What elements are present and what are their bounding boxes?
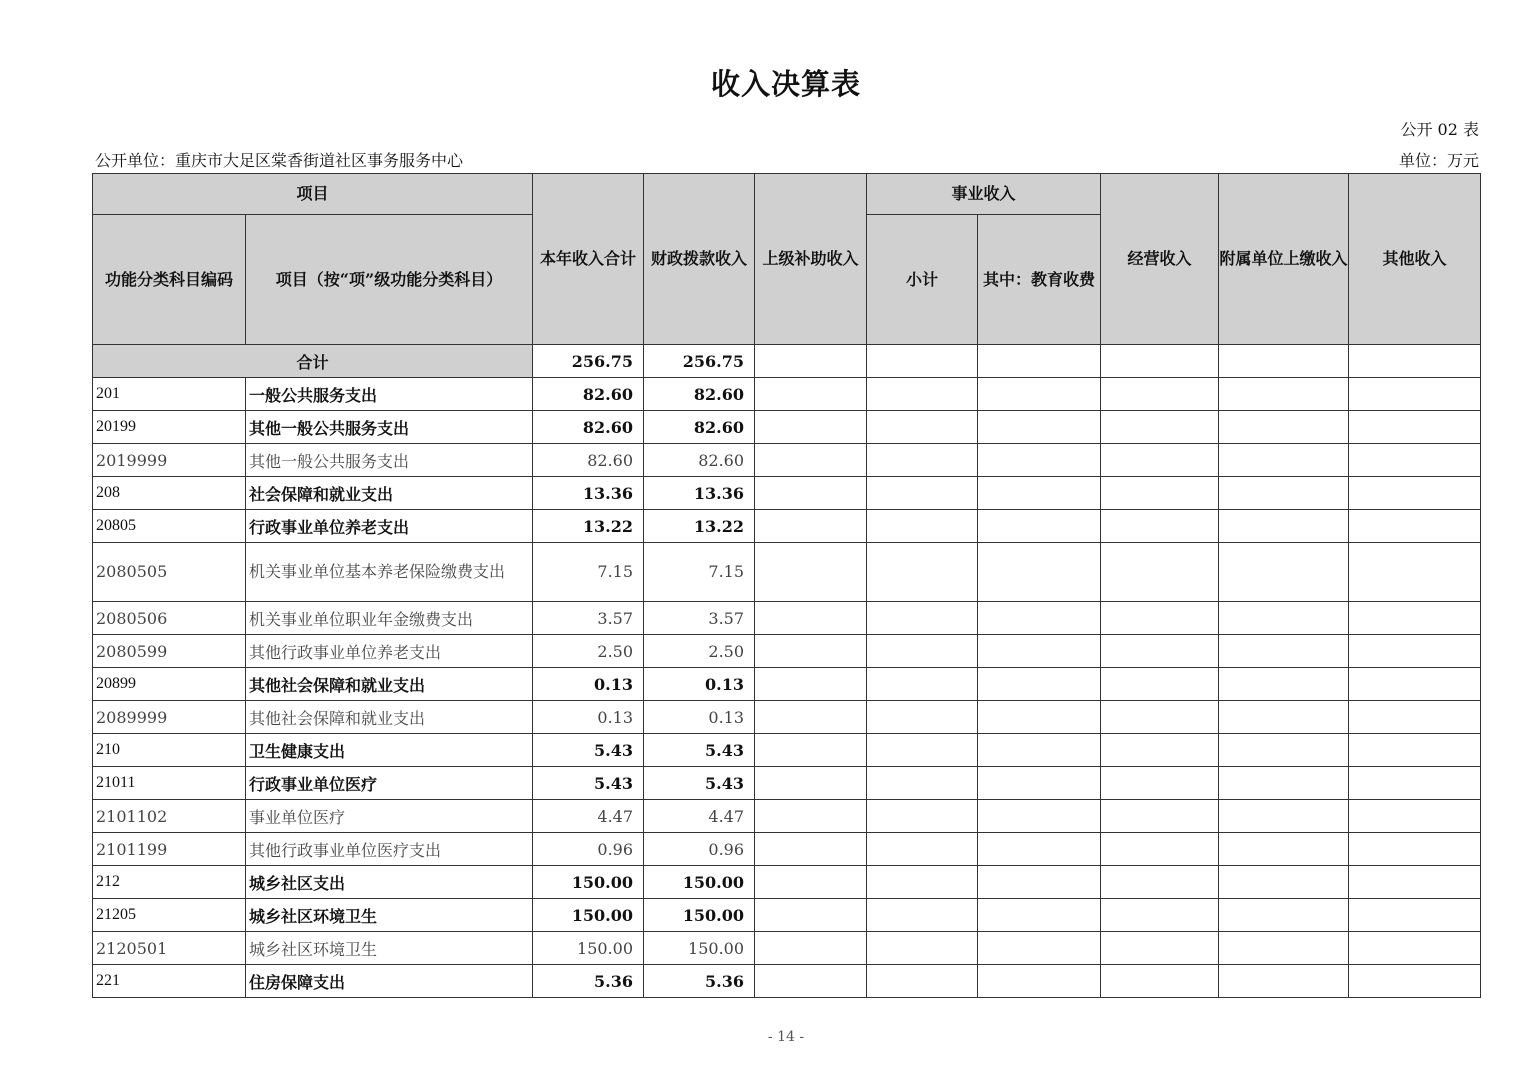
table-row: [93, 701, 1481, 734]
row-name: 社会保障和就业支出: [246, 477, 533, 510]
empty-cell: [755, 932, 867, 965]
empty-cell: [1349, 833, 1481, 866]
empty-cell: [867, 477, 978, 510]
header-business: 事业收入: [867, 174, 1101, 215]
empty-cell: [978, 602, 1101, 635]
row-code: 210: [93, 734, 246, 767]
row-name: 卫生健康支出: [246, 734, 533, 767]
row-total: 0.96: [533, 833, 644, 866]
row-name: 其他一般公共服务支出: [246, 411, 533, 444]
row-fiscal: 150.00: [644, 866, 755, 899]
row-name: 机关事业单位基本养老保险缴费支出: [246, 543, 533, 602]
row-total: 5.43: [533, 734, 644, 767]
empty-cell: [755, 635, 867, 668]
row-total: 0.13: [533, 701, 644, 734]
empty-cell: [1349, 635, 1481, 668]
table-row: [93, 767, 1481, 800]
empty-cell: [978, 833, 1101, 866]
empty-cell: [755, 701, 867, 734]
empty-cell: [978, 510, 1101, 543]
total-label: 合计: [93, 345, 533, 378]
row-name: 城乡社区环境卫生: [246, 932, 533, 965]
row-code: 201: [93, 378, 246, 411]
empty-cell: [867, 602, 978, 635]
table-row: [93, 800, 1481, 833]
empty-cell: [755, 899, 867, 932]
total-sum: 256.75: [533, 345, 644, 378]
row-code: 208: [93, 477, 246, 510]
empty-cell: [1349, 510, 1481, 543]
empty-cell: [1101, 411, 1219, 444]
empty-cell: [755, 411, 867, 444]
row-code: 2080506: [93, 602, 246, 635]
empty-cell: [755, 800, 867, 833]
income-table: [92, 173, 1481, 998]
row-fiscal: 82.60: [644, 444, 755, 477]
row-total: 2.50: [533, 635, 644, 668]
empty-cell: [867, 510, 978, 543]
row-code: 21205: [93, 899, 246, 932]
empty-cell: [867, 543, 978, 602]
row-name: 其他一般公共服务支出: [246, 444, 533, 477]
table-row: [93, 965, 1481, 998]
empty-cell: [1349, 767, 1481, 800]
row-name: 其他行政事业单位医疗支出: [246, 833, 533, 866]
row-name: 行政事业单位医疗: [246, 767, 533, 800]
empty-cell: [1219, 378, 1349, 411]
empty-cell: [755, 477, 867, 510]
empty-cell: [978, 866, 1101, 899]
empty-cell: [1101, 701, 1219, 734]
table-row: [93, 866, 1481, 899]
empty-cell: [1349, 378, 1481, 411]
header-subsidy: 上级补助收入: [755, 174, 867, 345]
row-fiscal: 0.13: [644, 701, 755, 734]
empty-cell: [1219, 833, 1349, 866]
empty-cell: [1101, 378, 1219, 411]
empty-cell: [1219, 602, 1349, 635]
row-fiscal: 7.15: [644, 543, 755, 602]
row-name: 住房保障支出: [246, 965, 533, 998]
row-fiscal: 5.43: [644, 734, 755, 767]
empty-cell: [1101, 800, 1219, 833]
row-fiscal: 2.50: [644, 635, 755, 668]
table-row: [93, 411, 1481, 444]
empty-cell: [1219, 668, 1349, 701]
row-code: 2080505: [93, 543, 246, 602]
row-total: 150.00: [533, 932, 644, 965]
table-row: [93, 932, 1481, 965]
row-total: 82.60: [533, 378, 644, 411]
empty-cell: [1349, 899, 1481, 932]
row-total: 5.36: [533, 965, 644, 998]
empty-cell: [1349, 800, 1481, 833]
header-name: 项目（按“项”级功能分类科目）: [246, 215, 533, 345]
empty-cell: [867, 378, 978, 411]
row-total: 13.22: [533, 510, 644, 543]
empty-cell: [755, 833, 867, 866]
page-title: 收入决算表: [710, 67, 861, 101]
empty-cell: [867, 668, 978, 701]
empty-cell: [1101, 833, 1219, 866]
row-name: 城乡社区支出: [246, 866, 533, 899]
row-total: 150.00: [533, 866, 644, 899]
empty-cell: [867, 635, 978, 668]
empty-cell: [867, 800, 978, 833]
empty-cell: [1219, 543, 1349, 602]
empty-cell: [1349, 932, 1481, 965]
row-code: 2120501: [93, 932, 246, 965]
row-total: 13.36: [533, 477, 644, 510]
table-row: [93, 602, 1481, 635]
row-fiscal: 13.22: [644, 510, 755, 543]
empty-cell: [1219, 866, 1349, 899]
form-number: 公开 02 表: [1400, 120, 1479, 139]
row-fiscal: 4.47: [644, 800, 755, 833]
empty-cell: [755, 444, 867, 477]
row-name: 其他行政事业单位养老支出: [246, 635, 533, 668]
empty-cell: [867, 444, 978, 477]
row-total: 0.13: [533, 668, 644, 701]
empty-cell: [867, 965, 978, 998]
row-code: 20199: [93, 411, 246, 444]
row-fiscal: 5.36: [644, 965, 755, 998]
empty-cell: [755, 866, 867, 899]
row-total: 82.60: [533, 444, 644, 477]
table-row: [93, 899, 1481, 932]
empty-cell: [978, 635, 1101, 668]
row-total: 150.00: [533, 899, 644, 932]
empty-cell: [755, 734, 867, 767]
empty-cell: [755, 543, 867, 602]
empty-cell: [1219, 932, 1349, 965]
empty-cell: [867, 833, 978, 866]
table-row: [93, 543, 1481, 602]
table-row: [93, 635, 1481, 668]
row-total: 4.47: [533, 800, 644, 833]
empty-cell: [978, 444, 1101, 477]
empty-cell: [1349, 543, 1481, 602]
empty-cell: [978, 477, 1101, 510]
empty-cell: [1219, 635, 1349, 668]
empty-cell: [978, 767, 1101, 800]
row-fiscal: 0.13: [644, 668, 755, 701]
empty-cell: [978, 378, 1101, 411]
empty-cell: [1101, 932, 1219, 965]
empty-cell: [1219, 899, 1349, 932]
empty-cell: [1219, 800, 1349, 833]
empty-cell: [1349, 866, 1481, 899]
table-row: [93, 444, 1481, 477]
empty-cell: [1101, 767, 1219, 800]
empty-cell: [867, 734, 978, 767]
row-code: 20805: [93, 510, 246, 543]
table-row: [93, 378, 1481, 411]
empty-cell: [1219, 444, 1349, 477]
empty-cell: [978, 543, 1101, 602]
total-fiscal: 256.75: [644, 345, 755, 378]
empty-cell: [1101, 444, 1219, 477]
table-row: [93, 668, 1481, 701]
empty-cell: [1101, 602, 1219, 635]
empty-cell: [1349, 444, 1481, 477]
empty-cell: [755, 767, 867, 800]
empty-cell: [1101, 965, 1219, 998]
row-total: 5.43: [533, 767, 644, 800]
empty-cell: [755, 378, 867, 411]
empty-cell: [978, 668, 1101, 701]
empty-cell: [1101, 734, 1219, 767]
empty-cell: [1219, 510, 1349, 543]
header-education: 其中：教育收费: [978, 215, 1101, 345]
empty-cell: [1349, 411, 1481, 444]
empty-cell: [1101, 477, 1219, 510]
empty-cell: [1101, 635, 1219, 668]
row-code: 2089999: [93, 701, 246, 734]
row-code: 2101199: [93, 833, 246, 866]
empty-cell: [1101, 899, 1219, 932]
empty-cell: [867, 899, 978, 932]
empty-cell: [1219, 734, 1349, 767]
empty-cell: [1219, 411, 1349, 444]
table-row: [93, 477, 1481, 510]
empty-cell: [867, 411, 978, 444]
empty-cell: [1349, 668, 1481, 701]
header-other: 其他收入: [1349, 174, 1481, 345]
empty-cell: [867, 767, 978, 800]
row-name: 其他社会保障和就业支出: [246, 701, 533, 734]
row-code: 2019999: [93, 444, 246, 477]
empty-cell: [755, 965, 867, 998]
row-fiscal: 5.43: [644, 767, 755, 800]
empty-cell: [1349, 477, 1481, 510]
header-fiscal: 财政拨款收入: [644, 174, 755, 345]
empty-cell: [1349, 701, 1481, 734]
empty-cell: [1101, 510, 1219, 543]
row-total: 3.57: [533, 602, 644, 635]
row-name: 机关事业单位职业年金缴费支出: [246, 602, 533, 635]
empty-cell: [978, 932, 1101, 965]
empty-cell: [1101, 866, 1219, 899]
row-fiscal: 82.60: [644, 411, 755, 444]
empty-cell: [978, 965, 1101, 998]
header-code: 功能分类科目编码: [93, 215, 246, 345]
empty-cell: [755, 510, 867, 543]
row-code: 221: [93, 965, 246, 998]
header-total: 本年收入合计: [533, 174, 644, 345]
header-operating: 经营收入: [1101, 174, 1219, 345]
row-fiscal: 82.60: [644, 378, 755, 411]
empty-cell: [978, 800, 1101, 833]
row-name: 事业单位医疗: [246, 800, 533, 833]
row-fiscal: 150.00: [644, 932, 755, 965]
empty-cell: [1349, 734, 1481, 767]
empty-cell: [1219, 701, 1349, 734]
row-name: 行政事业单位养老支出: [246, 510, 533, 543]
table-row: [93, 510, 1481, 543]
table-row: [93, 833, 1481, 866]
row-code: 212: [93, 866, 246, 899]
empty-cell: [1349, 602, 1481, 635]
row-name: 城乡社区环境卫生: [246, 899, 533, 932]
header-item: 项目: [93, 174, 533, 215]
table-row: [93, 734, 1481, 767]
row-code: 21011: [93, 767, 246, 800]
header-affiliated: 附属单位上缴收入: [1219, 174, 1349, 345]
row-total: 82.60: [533, 411, 644, 444]
empty-cell: [1101, 668, 1219, 701]
row-name: 一般公共服务支出: [246, 378, 533, 411]
empty-cell: [867, 866, 978, 899]
row-fiscal: 13.36: [644, 477, 755, 510]
empty-cell: [1101, 543, 1219, 602]
page-number: - 14 -: [767, 1029, 805, 1045]
empty-cell: [755, 668, 867, 701]
empty-cell: [867, 932, 978, 965]
empty-cell: [978, 411, 1101, 444]
row-fiscal: 0.96: [644, 833, 755, 866]
total-row: [93, 345, 1481, 378]
currency-unit: 单位：万元: [1398, 151, 1479, 170]
empty-cell: [978, 701, 1101, 734]
empty-cell: [1349, 965, 1481, 998]
row-fiscal: 150.00: [644, 899, 755, 932]
empty-cell: [1219, 965, 1349, 998]
header-subtotal: 小计: [867, 215, 978, 345]
empty-cell: [1219, 767, 1349, 800]
empty-cell: [978, 734, 1101, 767]
row-code: 20899: [93, 668, 246, 701]
empty-cell: [755, 602, 867, 635]
row-fiscal: 3.57: [644, 602, 755, 635]
empty-cell: [867, 701, 978, 734]
row-code: 2101102: [93, 800, 246, 833]
empty-cell: [1219, 477, 1349, 510]
row-name: 其他社会保障和就业支出: [246, 668, 533, 701]
empty-cell: [978, 899, 1101, 932]
row-total: 7.15: [533, 543, 644, 602]
reporting-unit: 公开单位：重庆市大足区棠香街道社区事务服务中心: [95, 151, 464, 170]
row-code: 2080599: [93, 635, 246, 668]
